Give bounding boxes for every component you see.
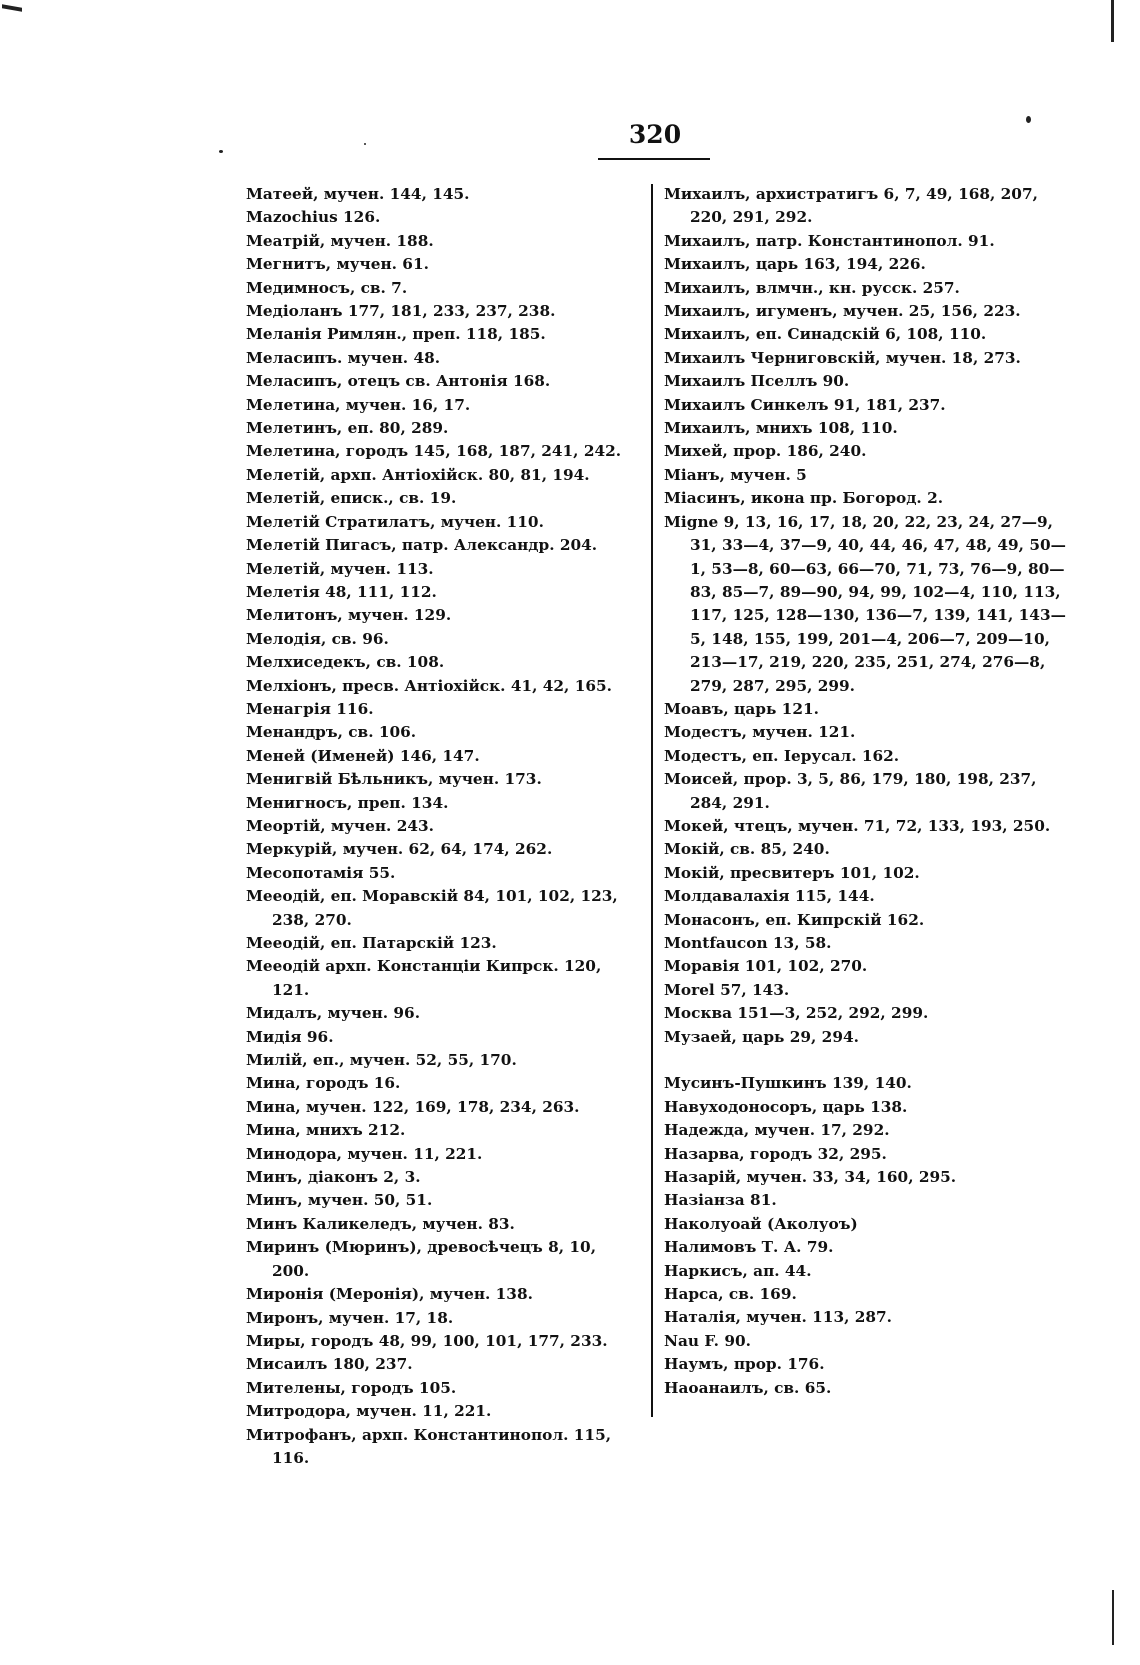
index-entry: Модестъ, еп. Іерусал. 162. [664,746,900,765]
index-entry: Меркурій, мучен. 62, 64, 174, 262. [246,840,553,859]
index-entry: Молдавалахія 115, 144. [664,887,875,906]
index-entry: Налимовъ Т. А. 79. [664,1238,834,1257]
index-entry: Мелхіонъ, пресв. Антіохійск. 41, 42, 165. [246,676,612,695]
index-entry: Москва 151—3, 252, 292, 299. [664,1004,929,1023]
index-entry: Михаилъ, еп. Синадскій 6, 108, 110. [664,325,987,344]
index-entry: Меланія Римлян., преп. 118, 185. [246,325,546,344]
index-entry: Миры, городъ 48, 99, 100, 101, 177, 233. [246,1331,608,1350]
index-entry: Наркисъ, ап. 44. [664,1261,812,1280]
index-entry: Мусинъ-Пушкинъ 139, 140. [664,1074,912,1093]
index-entry: Назарва, городъ 32, 295. [664,1144,887,1163]
index-entry: Минъ, мучен. 50, 51. [246,1191,433,1210]
page-number: 320 [628,120,682,149]
index-entry: Модестъ, мучен. 121. [664,723,856,742]
index-entry: Музаей, царь 29, 294. [664,1027,859,1046]
index-column-right [664,183,1074,1400]
index-entry: Михаилъ Пселлъ 90. [664,372,850,391]
index-entry: Morel 57, 143. [664,980,790,999]
index-entry: Міасинъ, икона пр. Богород. 2. [664,489,944,508]
index-entry: Mazochius 126. [246,208,381,227]
index-entry: Моисей, прор. 3, 5, 86, 179, 180, 198, 237, 284, 291. [664,770,1037,812]
index-entry: Михей, прор. 186, 240. [664,442,867,461]
index-entry: Надежда, мучен. 17, 292. [664,1121,890,1140]
index-entry: Милій, еп., мучен. 52, 55, 170. [246,1051,517,1070]
index-entry: Медимносъ, св. 7. [246,278,408,297]
index-entry: Менигносъ, преп. 134. [246,793,449,812]
index-entry: Мина, городъ 16. [246,1074,401,1093]
index-entry: Мелитонъ, мучен. 129. [246,606,452,625]
index-entry: Migne 9, 13, 16, 17, 18, 20, 22, 23, 24, 27—9, 31, 33—4, 37—9, 40, 44, 46, 47, 48, 49, 50—1, 53—8, 60—63, 66—70, 71, 73, 76—9, 80—83, 85—7, 89—90, 94, 99, 102—4, 110, 113, 117, 125, 128—130, 136—7, 139, 141, 143—5, 148, 155, 199, 201—4, 206—7, 209—10, 213—17, 219, 220, 235, 251, 274, 276—8, 279, 287, 295, 299. [664,512,1066,695]
index-column-left [246,183,636,1470]
index-entry: Мелхиседекъ, св. 108. [246,653,445,672]
index-entry: Миронія (Меронія), мучен. 138. [246,1285,533,1304]
index-entry: Монасонъ, еп. Кипрскій 162. [664,910,925,929]
index-entry: Мелетія 48, 111, 112. [246,582,437,601]
index-entry: Мокей, чтецъ, мучен. 71, 72, 133, 193, 250. [664,816,1051,835]
index-entry: Минъ Каликеледъ, мучен. 83. [246,1214,515,1233]
scan-corner-mark [2,4,22,12]
index-entry: Михаилъ, влмчн., кн. русск. 257. [664,278,960,297]
index-entry: Миринъ (Мюринъ), древосѣчецъ 8, 10, 200. [246,1238,597,1280]
index-entry: Мееодій архп. Констанціи Кипрск. 120, 121. [246,957,602,999]
index-entry: Наумъ, прор. 176. [664,1355,825,1374]
index-entry: Матеей, мучен. 144, 145. [246,185,470,203]
index-entry: Нарса, св. 169. [664,1285,797,1304]
index-entry: Мидалъ, мучен. 96. [246,1004,421,1023]
index-entry: Мелетинъ, еп. 80, 289. [246,419,449,438]
index-entry: Михаилъ Синкелъ 91, 181, 237. [664,395,946,414]
index-entry: Меней (Именей) 146, 147. [246,746,480,765]
index-entry: Наколуоай (Аколуоъ) [664,1214,858,1233]
index-entry: Михаилъ, патр. Константинопол. 91. [664,231,995,250]
index-entry: Наталія, мучен. 113, 287. [664,1308,892,1327]
index-entry: Михаилъ Черниговскій, мучен. 18, 273. [664,348,1021,367]
index-entry: Михаилъ, мнихъ 108, 110. [664,419,898,438]
column-divider [651,184,653,1417]
scan-speck [1026,116,1031,123]
index-entry: Montfaucon 13, 58. [664,934,832,952]
index-entry: Мелетина, мучен. 16, 17. [246,395,471,414]
index-entry: Мелетій, мучен. 113. [246,559,434,578]
index-entry: Миронъ, мучен. 17, 18. [246,1308,454,1327]
index-entry: Мокій, св. 85, 240. [664,840,830,859]
index-entry: Мисаилъ 180, 237. [246,1355,413,1374]
index-entry: Навуходоносоръ, царь 138. [664,1097,908,1116]
index-entry: Менагрія 116. [246,699,374,718]
index-entry: Меортій, мучен. 243. [246,816,434,835]
index-entry: Моавъ, царь 121. [664,699,819,718]
index-entry: Менигвій Бѣльникъ, мучен. 173. [246,770,542,789]
index-entry: Мина, мучен. 122, 169, 178, 234, 263. [246,1097,580,1116]
index-entry: Михаилъ, игуменъ, мучен. 25, 156, 223. [664,302,1021,321]
index-entry: Михаилъ, царь 163, 194, 226. [664,255,926,274]
index-entry: Меласипъ, отецъ св. Антонія 168. [246,372,551,391]
index-entry: Назарій, мучен. 33, 34, 160, 295. [664,1168,957,1187]
index-entry: Митродора, мучен. 11, 221. [246,1402,492,1421]
index-entry: Nau F. 90. [664,1331,751,1350]
scan-speck [219,150,223,153]
index-entry: Наоанаилъ, св. 65. [664,1378,832,1397]
index-entry: Меатрій, мучен. 188. [246,231,434,250]
index-entry: Мелетій Стратилатъ, мучен. 110. [246,512,544,531]
index-entry: Мелетій Пигасъ, патр. Александр. 204. [246,536,598,555]
index-entry: Мидія 96. [246,1027,334,1046]
index-entry: Назіанза 81. [664,1191,777,1210]
index-entry: Минодора, мучен. 11, 221. [246,1144,483,1163]
index-entry: Мина, мнихъ 212. [246,1121,406,1140]
scan-edge-line [1111,0,1114,42]
index-entry: Меласипъ. мучен. 48. [246,348,441,367]
index-entry: Михаилъ, архистратигъ 6, 7, 49, 168, 207, 220, 291, 292. [664,185,1038,227]
index-entry: Мелодія, св. 96. [246,629,389,648]
scan-edge-line [1112,1590,1114,1645]
index-entry: Мелетина, городъ 145, 168, 187, 241, 242. [246,442,622,461]
index-entry: Медіоланъ 177, 181, 233, 237, 238. [246,302,556,321]
index-entry: Мееодій, еп. Моравскій 84, 101, 102, 123, 238, 270. [246,887,618,929]
index-entry: Мееодій, еп. Патарскій 123. [246,934,497,952]
scan-speck [364,143,366,145]
index-entry: Міанъ, мучен. 5 [664,465,807,484]
index-entry: Минъ, діаконъ 2, 3. [246,1168,421,1187]
index-entry: Мокій, пресвитеръ 101, 102. [664,863,920,882]
index-entry: Мелетій, еписк., св. 19. [246,489,457,508]
index-entry: Месопотамія 55. [246,863,396,882]
index-entry: Митрофанъ, архп. Константинопол. 115, 116. [246,1425,612,1467]
index-entry: Мителены, городъ 105. [246,1378,457,1397]
index-entry: Мелетій, архп. Антіохійск. 80, 81, 194. [246,465,590,484]
index-entry: Мегнитъ, мучен. 61. [246,255,429,274]
page-number-rule [598,158,710,160]
index-entry: Моравія 101, 102, 270. [664,957,868,976]
index-entry: Менандръ, св. 106. [246,723,417,742]
